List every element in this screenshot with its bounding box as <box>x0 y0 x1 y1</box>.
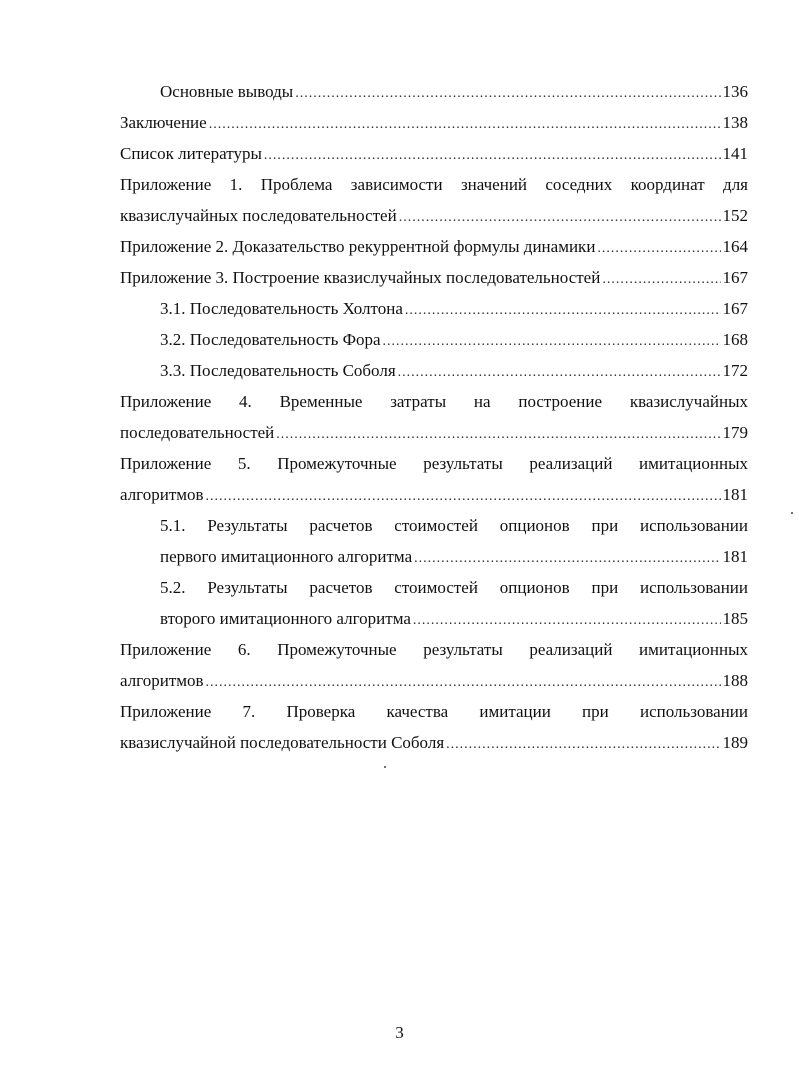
toc-entry-line <box>120 231 748 262</box>
toc-entry-title: Заключение <box>120 113 207 132</box>
toc-entry-page-number: 167 <box>722 299 748 318</box>
toc-entry-page-number: 138 <box>722 113 748 132</box>
dot-leader <box>295 78 720 109</box>
dot-leader <box>206 667 721 698</box>
dot-leader <box>276 419 720 450</box>
toc-entry-page-number: 185 <box>722 609 748 628</box>
toc-entry <box>120 386 748 448</box>
toc-entry-page-number: 168 <box>722 330 748 349</box>
toc-entry-page-number: 141 <box>722 144 748 163</box>
toc-entry-title-line: Приложение 4. Временные затраты на построение квазислучайных <box>120 392 748 411</box>
table-of-contents <box>120 76 748 758</box>
dot-leader <box>209 109 721 140</box>
dot-leader <box>398 357 721 388</box>
toc-entry-line <box>160 76 748 107</box>
toc-entry <box>120 510 748 572</box>
dot-leader <box>446 729 720 760</box>
dot-leader <box>602 264 720 295</box>
toc-entry-title-line: Приложение 6. Промежуточные результаты реализаций имитационных <box>120 640 748 659</box>
toc-entry-title-line: 5.1. Результаты расчетов стоимостей опционов при использовании <box>160 516 748 535</box>
toc-entry-title-line: Приложение 7. Проверка качества имитации при использовании <box>120 702 748 721</box>
toc-entry-line <box>120 138 748 169</box>
scan-speck <box>384 766 386 768</box>
toc-entry-line <box>120 417 748 448</box>
toc-entry-title-line: Приложение 1. Проблема зависимости значений соседних координат для <box>120 175 748 194</box>
toc-entry <box>120 572 748 634</box>
toc-entry <box>120 448 748 510</box>
toc-entry-title: Приложение 2. Доказательство рекуррентной формулы динамики <box>120 237 596 256</box>
toc-entry-title: алгоритмов <box>120 485 204 504</box>
toc-entry-title: второго имитационного алгоритма <box>160 609 411 628</box>
toc-entry-page-number: 188 <box>722 671 748 690</box>
toc-entry-line <box>120 262 748 293</box>
toc-entry <box>120 324 748 355</box>
toc-entry-title: квазислучайных последовательностей <box>120 206 397 225</box>
toc-entry <box>120 76 748 107</box>
toc-entry-title: Приложение 3. Построение квазислучайных последовательностей <box>120 268 601 287</box>
toc-entry <box>120 169 748 231</box>
toc-entry-line <box>120 479 748 510</box>
dot-leader <box>206 481 721 512</box>
toc-entry-title: Список литературы <box>120 144 262 163</box>
toc-entry-title: алгоритмов <box>120 671 204 690</box>
dot-leader <box>597 233 720 264</box>
toc-entry-title: 3.1. Последовательность Холтона <box>160 299 403 318</box>
toc-entry-line <box>120 665 748 696</box>
toc-entry <box>120 107 748 138</box>
toc-entry-title: Основные выводы <box>160 82 294 101</box>
toc-entry-title: 3.2. Последовательность Фора <box>160 330 381 349</box>
toc-entry-title: последовательностей <box>120 423 275 442</box>
toc-entry-line <box>120 200 748 231</box>
dot-leader <box>414 543 720 574</box>
toc-entry <box>120 293 748 324</box>
scan-speck <box>791 512 793 514</box>
toc-entry-line <box>160 603 748 634</box>
toc-entry <box>120 138 748 169</box>
dot-leader <box>405 295 721 326</box>
toc-entry-page-number: 189 <box>722 733 748 752</box>
page-number: 3 <box>395 1023 404 1042</box>
toc-entry-page-number: 167 <box>722 268 748 287</box>
toc-entry-page-number: 172 <box>722 361 748 380</box>
toc-entry-page-number: 181 <box>722 485 748 504</box>
toc-entry <box>120 355 748 386</box>
toc-entry-page-number: 164 <box>722 237 748 256</box>
toc-entry-line <box>120 727 748 758</box>
toc-entry-page-number: 181 <box>722 547 748 566</box>
toc-entry <box>120 696 748 758</box>
dot-leader <box>264 140 721 171</box>
toc-entry-line <box>160 324 748 355</box>
dot-leader <box>383 326 721 357</box>
toc-entry <box>120 231 748 262</box>
toc-entry-line <box>160 293 748 324</box>
dot-leader <box>413 605 721 636</box>
toc-entry-title-line: Приложение 5. Промежуточные результаты реализаций имитационных <box>120 454 748 473</box>
toc-entry-title-line: 5.2. Результаты расчетов стоимостей опционов при использовании <box>160 578 748 597</box>
toc-entry-line <box>120 107 748 138</box>
toc-entry-title: квазислучайной последовательности Соболя <box>120 733 445 752</box>
dot-leader <box>399 202 721 233</box>
toc-entry-page-number: 152 <box>722 206 748 225</box>
toc-entry-line <box>160 541 748 572</box>
toc-entry-title: 3.3. Последовательность Соболя <box>160 361 396 380</box>
toc-entry-page-number: 136 <box>722 82 748 101</box>
toc-entry-title: первого имитационного алгоритма <box>160 547 413 566</box>
toc-entry-line <box>160 355 748 386</box>
toc-entry <box>120 262 748 293</box>
toc-entry <box>120 634 748 696</box>
toc-entry-page-number: 179 <box>722 423 748 442</box>
